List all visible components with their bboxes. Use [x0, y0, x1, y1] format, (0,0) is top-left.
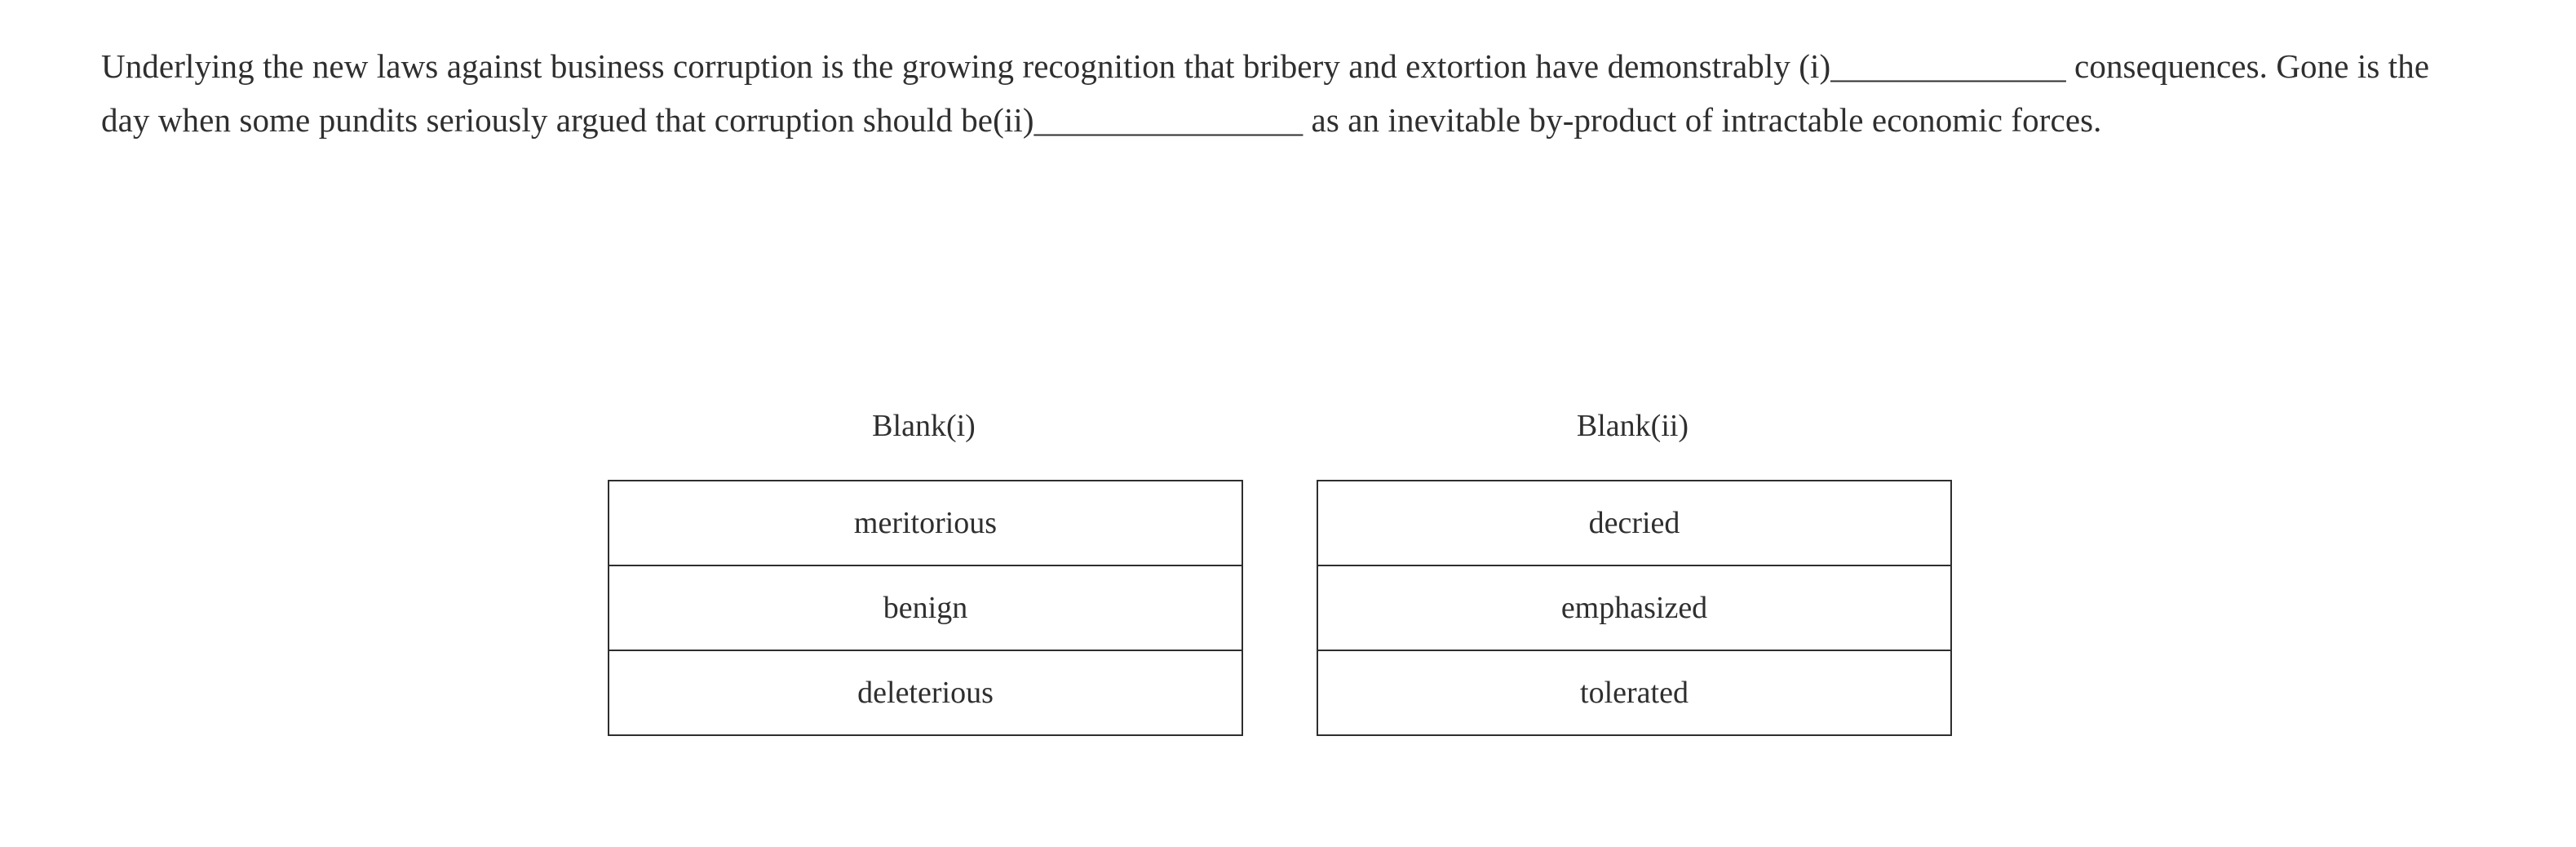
blank-ii-options-table	[1317, 480, 1952, 736]
blank-ii-option-1[interactable]: decried	[1318, 481, 1950, 566]
passage-text: Underlying the new laws against business corruption is the growing recognition that bribery and extortion have demonstrably (i)______________ consequences. Gone is the day when some pundits seriously argued that corruption should be(ii)________________ as an inevitable by-product of intractable economic forces.	[101, 47, 2430, 140]
blank-ii-option-2[interactable]: emphasized	[1318, 566, 1950, 651]
answer-choices-area	[0, 408, 2576, 736]
blank-i-column	[608, 408, 1240, 736]
blank-i-options-table	[608, 480, 1243, 736]
blank-i-header: Blank(i)	[872, 409, 976, 443]
blank-ii-header: Blank(ii)	[1576, 409, 1689, 443]
answer-columns	[0, 408, 2576, 736]
blank-ii-column	[1317, 408, 1949, 736]
blank-i-option-1[interactable]: meritorious	[609, 481, 1242, 566]
blank-i-option-3[interactable]: deleterious	[857, 676, 994, 710]
blank-i-option-2[interactable]: benign	[609, 566, 1242, 651]
blank-ii-option-3[interactable]: tolerated	[1580, 676, 1689, 710]
